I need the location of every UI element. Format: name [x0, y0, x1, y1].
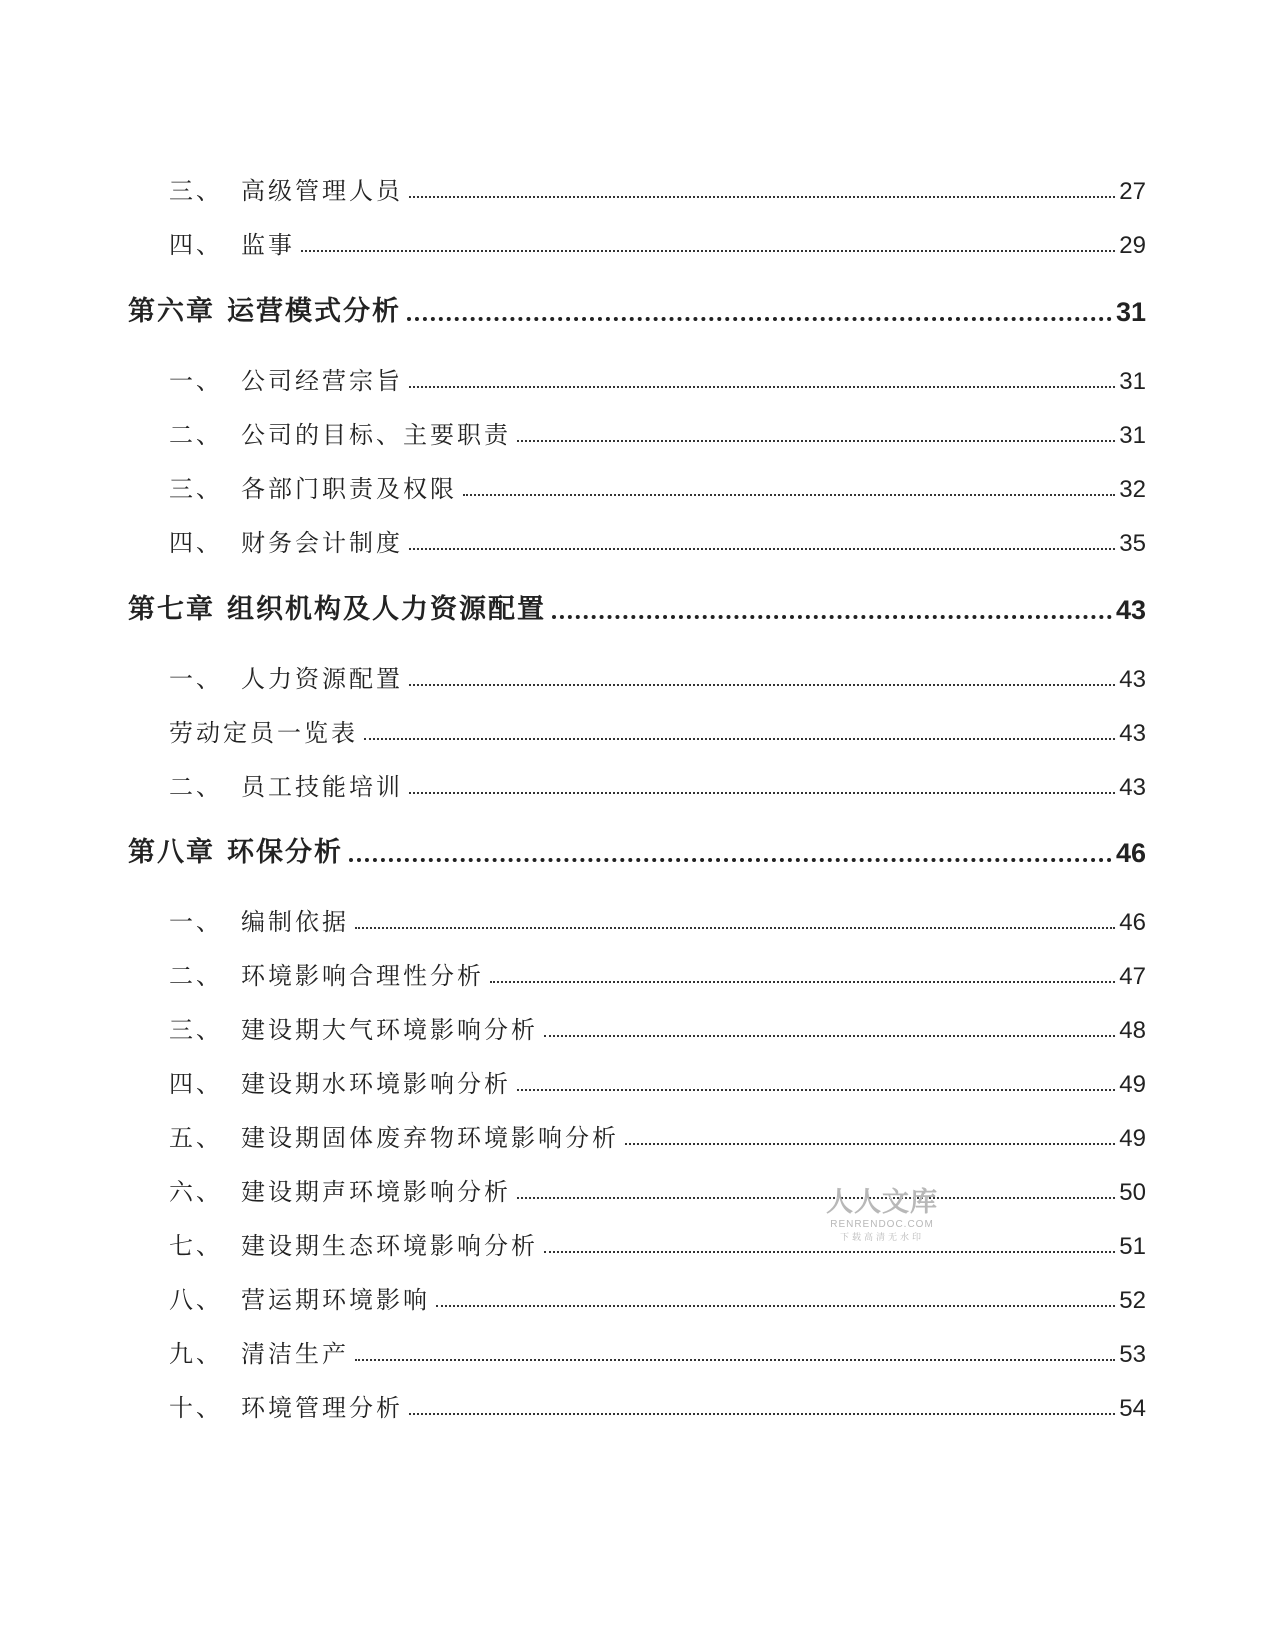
toc-page-number: 50	[1119, 1179, 1146, 1206]
toc-title: 建设期固体废弃物环境影响分析	[241, 1124, 619, 1152]
dot-leader	[490, 981, 1115, 983]
toc-page-number: 43	[1115, 595, 1146, 625]
toc-page-number: 31	[1119, 422, 1146, 449]
toc-page-number: 51	[1119, 1233, 1146, 1260]
toc-page-number: 46	[1119, 909, 1146, 936]
toc-number: 七、	[169, 1232, 223, 1260]
toc-entry[interactable]	[169, 1221, 1146, 1261]
toc-title: 建设期水环境影响分析	[241, 1070, 511, 1098]
toc-entry[interactable]	[169, 220, 1146, 260]
toc-entry[interactable]	[169, 1383, 1146, 1423]
chapter-number: 第七章	[128, 594, 215, 625]
toc-entry[interactable]	[169, 708, 1146, 748]
toc-number: 一、	[169, 367, 223, 395]
toc-title: 人力资源配置	[241, 665, 403, 693]
toc-title: 建设期生态环境影响分析	[241, 1232, 538, 1260]
toc-title: 公司的目标、主要职责	[241, 421, 511, 449]
toc-entry[interactable]	[169, 762, 1146, 802]
toc-number: 一、	[169, 908, 223, 936]
toc-title: 各部门职责及权限	[241, 475, 457, 503]
toc-chapter-entry[interactable]	[128, 586, 1146, 626]
toc-entry[interactable]	[169, 410, 1146, 450]
toc-page-number: 49	[1119, 1125, 1146, 1152]
dot-leader	[364, 738, 1115, 740]
toc-page-number: 31	[1115, 297, 1146, 327]
chapter-title: 运营模式分析	[227, 296, 401, 327]
toc-number: 一、	[169, 665, 223, 693]
dot-leader	[544, 1251, 1115, 1253]
toc-chapter-entry[interactable]	[128, 288, 1146, 328]
toc-number: 四、	[169, 1070, 223, 1098]
toc-number: 六、	[169, 1178, 223, 1206]
toc-number: 三、	[169, 177, 223, 205]
toc-number: 八、	[169, 1286, 223, 1314]
toc-number: 五、	[169, 1124, 223, 1152]
toc-title: 建设期声环境影响分析	[241, 1178, 511, 1206]
toc-entry[interactable]	[169, 356, 1146, 396]
dot-leader	[552, 615, 1112, 619]
toc-title: 公司经营宗旨	[241, 367, 403, 395]
toc-number: 四、	[169, 529, 223, 557]
toc-number: 三、	[169, 475, 223, 503]
dot-leader	[409, 196, 1115, 198]
toc-page-number: 52	[1119, 1287, 1146, 1314]
toc-title: 环境影响合理性分析	[241, 962, 484, 990]
dot-leader	[517, 1089, 1115, 1091]
toc-page-number: 27	[1119, 178, 1146, 205]
chapter-title: 组织机构及人力资源配置	[227, 594, 546, 625]
toc-title: 建设期大气环境影响分析	[241, 1016, 538, 1044]
dot-leader	[625, 1143, 1115, 1145]
toc-page-number: 32	[1119, 476, 1146, 503]
toc-entry[interactable]	[169, 464, 1146, 504]
toc-entry[interactable]	[169, 897, 1146, 937]
toc-number: 十、	[169, 1394, 223, 1422]
toc-entry[interactable]	[169, 1329, 1146, 1369]
toc-number: 四、	[169, 231, 223, 259]
dot-leader	[517, 440, 1115, 442]
toc-number: 二、	[169, 962, 223, 990]
toc-number: 二、	[169, 773, 223, 801]
dot-leader	[463, 494, 1115, 496]
toc-entry[interactable]	[169, 1167, 1146, 1207]
toc-title: 劳动定员一览表	[169, 719, 358, 747]
toc-entry[interactable]	[169, 1275, 1146, 1315]
toc-number: 二、	[169, 421, 223, 449]
toc-title: 环境管理分析	[241, 1394, 403, 1422]
toc-entry[interactable]	[169, 1005, 1146, 1045]
toc-page-number: 47	[1119, 963, 1146, 990]
toc-page-number: 53	[1119, 1341, 1146, 1368]
toc-page-number: 29	[1119, 232, 1146, 259]
toc-page-number: 54	[1119, 1395, 1146, 1422]
toc-page-number: 48	[1119, 1017, 1146, 1044]
watermark-url: RENRENDOC.COM	[830, 1219, 934, 1230]
toc-entry[interactable]	[169, 1059, 1146, 1099]
toc-chapter-entry[interactable]	[128, 829, 1146, 869]
dot-leader	[409, 792, 1115, 794]
toc-entry[interactable]	[169, 654, 1146, 694]
toc-page-number: 43	[1119, 720, 1146, 747]
toc-number: 三、	[169, 1016, 223, 1044]
toc-page-number: 35	[1119, 530, 1146, 557]
toc-page-number: 31	[1119, 368, 1146, 395]
toc-title: 编制依据	[241, 908, 349, 936]
dot-leader	[301, 250, 1115, 252]
toc-page-number: 43	[1119, 774, 1146, 801]
chapter-title: 环保分析	[227, 837, 343, 868]
toc-title: 财务会计制度	[241, 529, 403, 557]
toc-page-number: 46	[1115, 838, 1146, 868]
toc-entry[interactable]	[169, 951, 1146, 991]
watermark-title: 人人文库	[826, 1187, 938, 1218]
watermark-logo	[822, 1180, 942, 1243]
dot-leader	[355, 927, 1115, 929]
toc-title: 监事	[241, 231, 295, 259]
dot-leader	[409, 548, 1115, 550]
watermark-tagline: 下载高清无水印	[839, 1233, 924, 1243]
dot-leader	[409, 386, 1115, 388]
toc-title: 高级管理人员	[241, 177, 403, 205]
chapter-number: 第八章	[128, 837, 215, 868]
dot-leader	[349, 858, 1112, 862]
toc-number: 九、	[169, 1340, 223, 1368]
toc-entry[interactable]	[169, 1113, 1146, 1153]
dot-leader	[407, 317, 1112, 321]
toc-page-number: 43	[1119, 666, 1146, 693]
toc-entry[interactable]	[169, 166, 1146, 206]
dot-leader	[355, 1359, 1115, 1361]
dot-leader	[544, 1035, 1115, 1037]
dot-leader	[409, 1413, 1115, 1415]
dot-leader	[517, 1197, 1115, 1199]
toc-page-number: 49	[1119, 1071, 1146, 1098]
toc-title: 清洁生产	[241, 1340, 349, 1368]
toc-title: 营运期环境影响	[241, 1286, 430, 1314]
dot-leader	[409, 684, 1115, 686]
dot-leader	[436, 1305, 1115, 1307]
toc-title: 员工技能培训	[241, 773, 403, 801]
chapter-number: 第六章	[128, 296, 215, 327]
toc-entry[interactable]	[169, 518, 1146, 558]
